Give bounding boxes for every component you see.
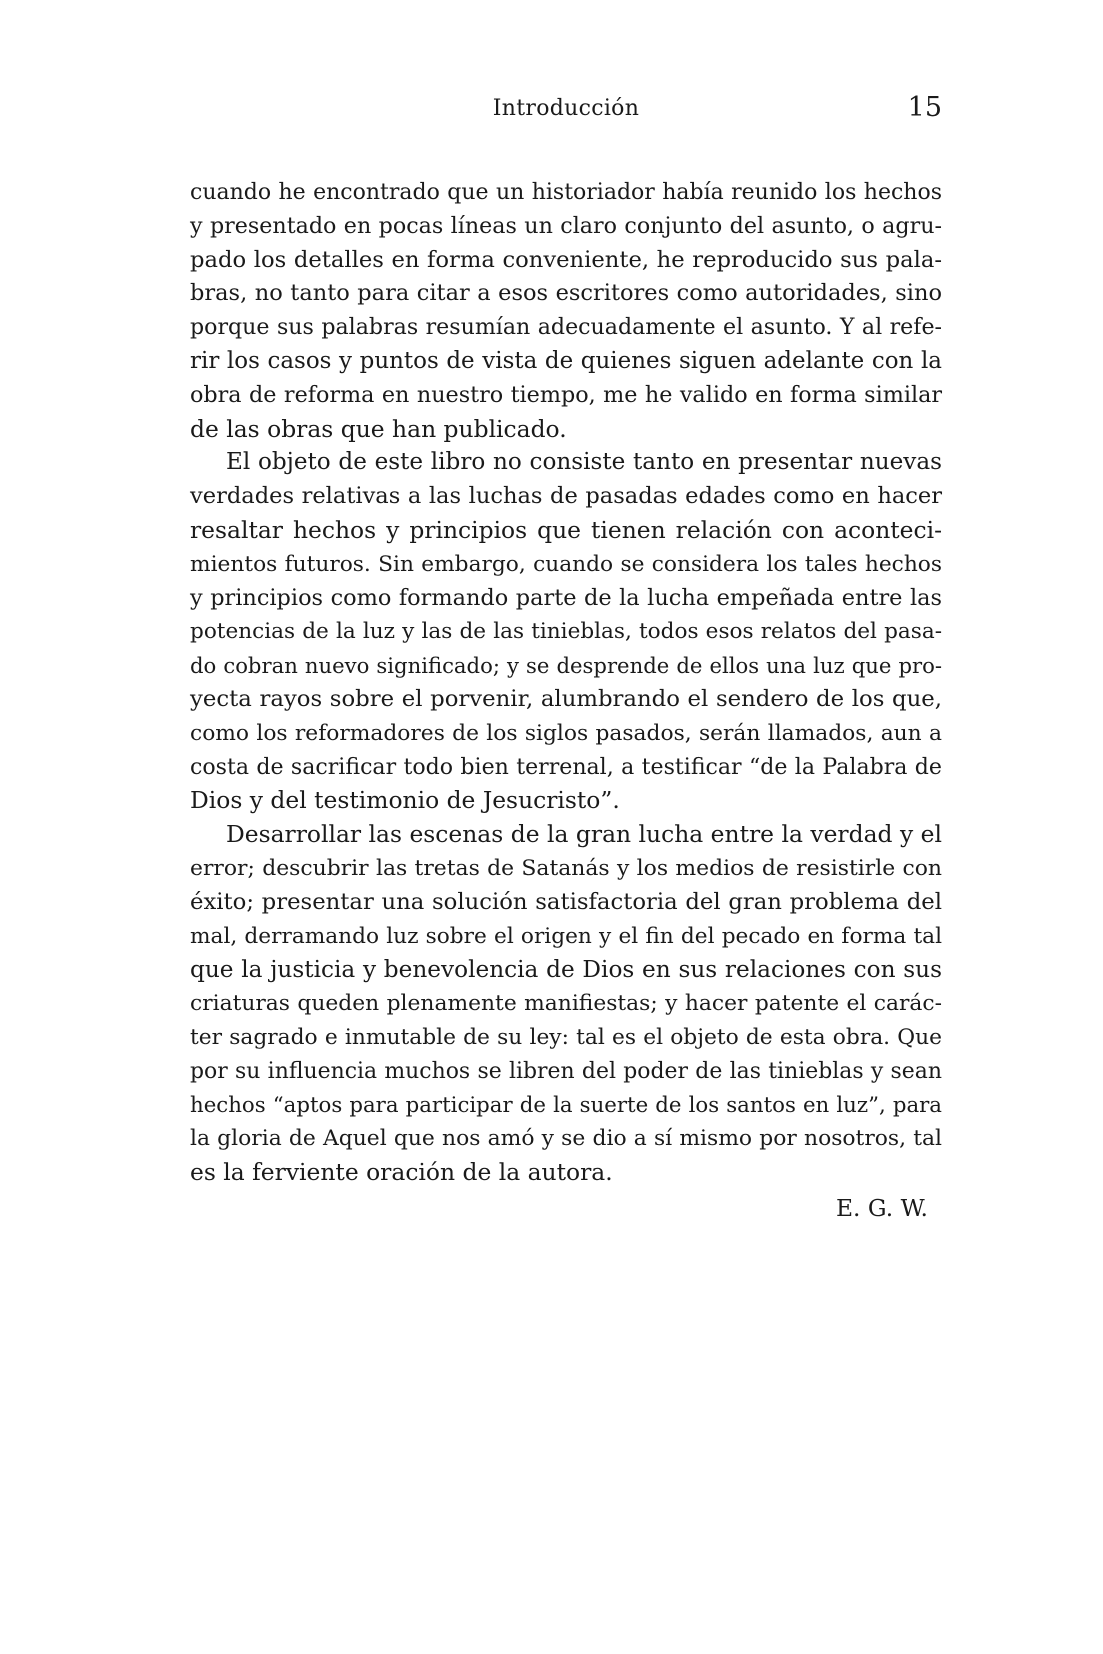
text-line: hechos “aptos para participar de la suerte de los santos en luz”, para [190, 1092, 942, 1118]
author-signature: E. G. W. [835, 1193, 928, 1222]
text-line: Desarrollar las escenas de la gran lucha entre la verdad y el [226, 820, 942, 849]
paragraph-3 [190, 818, 942, 1190]
text-line: costa de sacrificar todo bien terrenal, a testificar “de la Palabra de [190, 754, 942, 780]
text-line: rir los casos y puntos de vista de quienes siguen adelante con la [190, 347, 942, 374]
text-line: y principios como formando parte de la lucha empeñada entre las [190, 584, 942, 611]
text-line: mientos futuros. Sin embargo, cuando se considera los tales hechos [190, 551, 942, 577]
text-line: ter sagrado e inmutable de su ley: tal es el objeto de esta obra. Que [190, 1024, 942, 1050]
text-line: y presentado en pocas líneas un claro conjunto del asunto, o agru- [190, 212, 942, 239]
text-line: obra de reforma en nuestro tiempo, me he valido en forma similar [190, 381, 942, 408]
paragraph-1 [190, 176, 942, 446]
text-line: es la ferviente oración de la autora. [190, 1158, 613, 1187]
text-line: Dios y del testimonio de Jesucristo”. [190, 786, 620, 815]
text-line: do cobran nuevo significado; y se desprende de ellos una luz que pro- [190, 653, 942, 679]
text-line: como los reformadores de los siglos pasados, serán llamados, aun a [190, 720, 942, 746]
text-line: error; descubrir las tretas de Satanás y los medios de resistirle con [190, 855, 942, 881]
running-head [190, 92, 942, 132]
text-line: criaturas queden plenamente manifiestas; y hacer patente el carác- [190, 991, 942, 1017]
text-line: pado los detalles en forma conveniente, he reproducido sus pala- [190, 246, 942, 273]
text-line: éxito; presentar una solución satisfactoria del gran problema del [190, 888, 942, 915]
text-line: porque sus palabras resumían adecuadamente el asunto. Y al refe- [190, 314, 942, 341]
text-line: cuando he encontrado que un historiador había reunido los hechos [190, 180, 942, 205]
text-line: verdades relativas a las luchas de pasadas edades como en hacer [190, 483, 942, 510]
text-line: que la justicia y benevolencia de Dios en sus relaciones con sus [190, 956, 942, 984]
text-line: potencias de la luz y las de las tinieblas, todos esos relatos del pasa- [190, 619, 942, 645]
text-line: resaltar hechos y principios que tienen relación con aconteci- [190, 515, 942, 544]
text-line: El objeto de este libro no consiste tanto en presentar nuevas [226, 449, 942, 476]
text-line: mal, derramando luz sobre el origen y el fin del pecado en forma tal [190, 923, 942, 949]
text-line: bras, no tanto para citar a esos escritores como autoridades, sino [190, 280, 942, 307]
page-number: 15 [907, 92, 942, 123]
text-line: de las obras que han publicado. [190, 414, 567, 443]
text-line: yecta rayos sobre el porvenir, alumbrando el sendero de los que, [190, 685, 942, 712]
body-text [190, 176, 942, 1226]
text-line: por su influencia muchos se libren del poder de las tinieblas y sean [190, 1058, 942, 1084]
running-title: Introducción [492, 96, 640, 121]
paragraph-2 [190, 446, 942, 818]
text-line: la gloria de Aquel que nos amó y se dio a sí mismo por nosotros, tal [190, 1126, 942, 1152]
